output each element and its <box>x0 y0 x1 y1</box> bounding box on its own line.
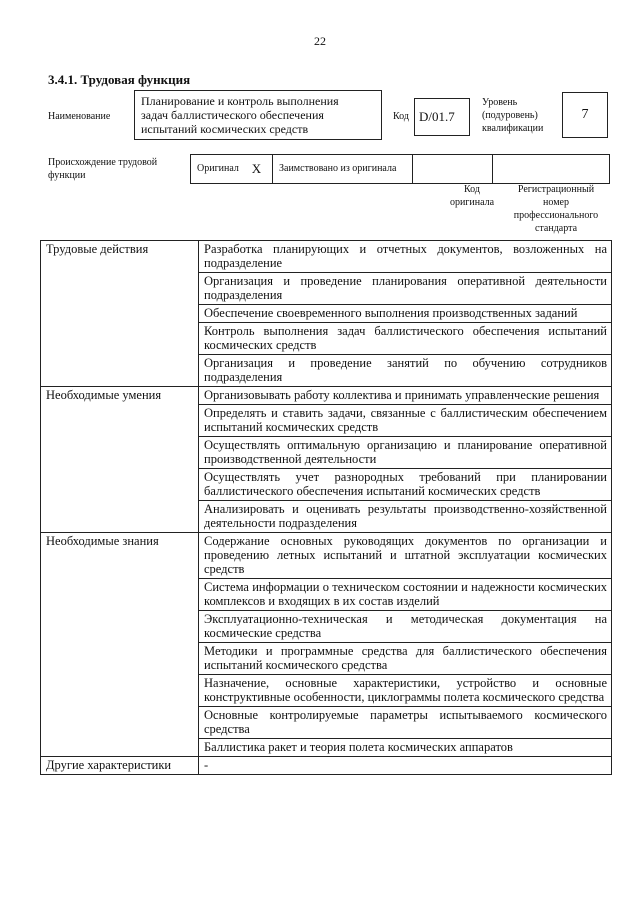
section-title: 3.4.1. Трудовая функция <box>48 72 191 87</box>
section-item: Методики и программные средства для баллистического обеспечения испытаний космического средства <box>199 643 612 675</box>
section-item: Содержание основных руководящих документов по организации и проведению летных испытаний и штатной эксплуатации космических средств <box>199 533 612 579</box>
section-heading: Необходимые знания <box>41 533 199 757</box>
section-item: Эксплуатационно-техническая и методическая документация на космические средства <box>199 611 612 643</box>
section-heading: Трудовые действия <box>41 241 199 387</box>
section-item: Организовывать работу коллектива и принимать управленческие решения <box>199 387 612 405</box>
original-code-cell <box>413 155 493 183</box>
borrowed-label: Заимствовано из оригинала <box>273 155 413 183</box>
code-label: Код <box>393 111 409 122</box>
caption-line: оригинала <box>449 197 495 208</box>
level-value: 7 <box>562 92 608 138</box>
caption-line: стандарта <box>534 223 578 234</box>
section-item: - <box>199 757 612 775</box>
section-item: Баллистика ракет и теория полета космических аппаратов <box>199 739 612 757</box>
origin-label-line: функции <box>48 170 86 181</box>
origin-row <box>190 154 610 184</box>
function-table <box>40 240 612 775</box>
registration-number-cell <box>493 155 609 183</box>
section-item: Назначение, основные характеристики, устройство и основные конструктивные особенности, циклограммы полета космического средства <box>199 675 612 707</box>
section-heading: Другие характеристики <box>41 757 199 775</box>
section-item: Основные контролируемые параметры испытываемого космического средства <box>199 707 612 739</box>
caption-line: номер <box>543 197 569 208</box>
section-item: Осуществлять учет разнородных требований при планировании баллистического обеспечения испытаний космических средств <box>199 469 612 501</box>
level-label-line: Уровень <box>482 97 518 108</box>
section-item: Организация и проведение планирования оперативной деятельности подразделения <box>199 273 612 305</box>
section-item: Определять и ставить задачи, связанные с баллистическим обеспечением испытаний космических средств <box>199 405 612 437</box>
page-number: 22 <box>314 34 326 48</box>
level-label <box>482 96 543 135</box>
table-row <box>41 387 612 405</box>
level-label-line: (подуровень) <box>482 110 538 121</box>
section-item: Контроль выполнения задач баллистического обеспечения испытаний космических средств <box>199 323 612 355</box>
level-label-line: квалификации <box>482 123 544 134</box>
section-item: Обеспечение своевременного выполнения производственных заданий <box>199 305 612 323</box>
function-name-line: испытаний космических средств <box>141 122 309 136</box>
name-label: Наименование <box>48 111 111 122</box>
caption-line: Регистрационный <box>517 184 595 195</box>
origin-label-line: Происхождение трудовой <box>48 157 158 168</box>
section-item: Организация и проведение занятий по обучению сотрудников подразделения <box>199 355 612 387</box>
table-row <box>41 241 612 273</box>
original-mark: X <box>241 155 273 183</box>
origin-label <box>48 156 157 182</box>
section-item: Осуществлять оптимальную организацию и планирование оперативной производственной деятельности <box>199 437 612 469</box>
table-row <box>41 757 612 775</box>
section-item: Система информации о техническом состоянии и надежности космических комплексов и входящих в их состав изделий <box>199 579 612 611</box>
original-label: Оригинал <box>197 163 239 174</box>
caption-line: профессионального <box>513 210 599 221</box>
function-name-line: Планирование и контроль выполнения <box>141 94 339 108</box>
function-name-line: задач баллистического обеспечения <box>141 108 324 122</box>
table-row <box>41 533 612 579</box>
section-item: Разработка планирующих и отчетных документов, возложенных на подразделение <box>199 241 612 273</box>
caption-line: Код <box>464 184 480 195</box>
section-item: Анализировать и оценивать результаты производственно-хозяйственной деятельности подразделения <box>199 501 612 533</box>
code-value: D/01.7 <box>414 98 470 136</box>
function-name-box <box>134 90 382 140</box>
section-heading: Необходимые умения <box>41 387 199 533</box>
registration-number-caption <box>500 183 612 235</box>
